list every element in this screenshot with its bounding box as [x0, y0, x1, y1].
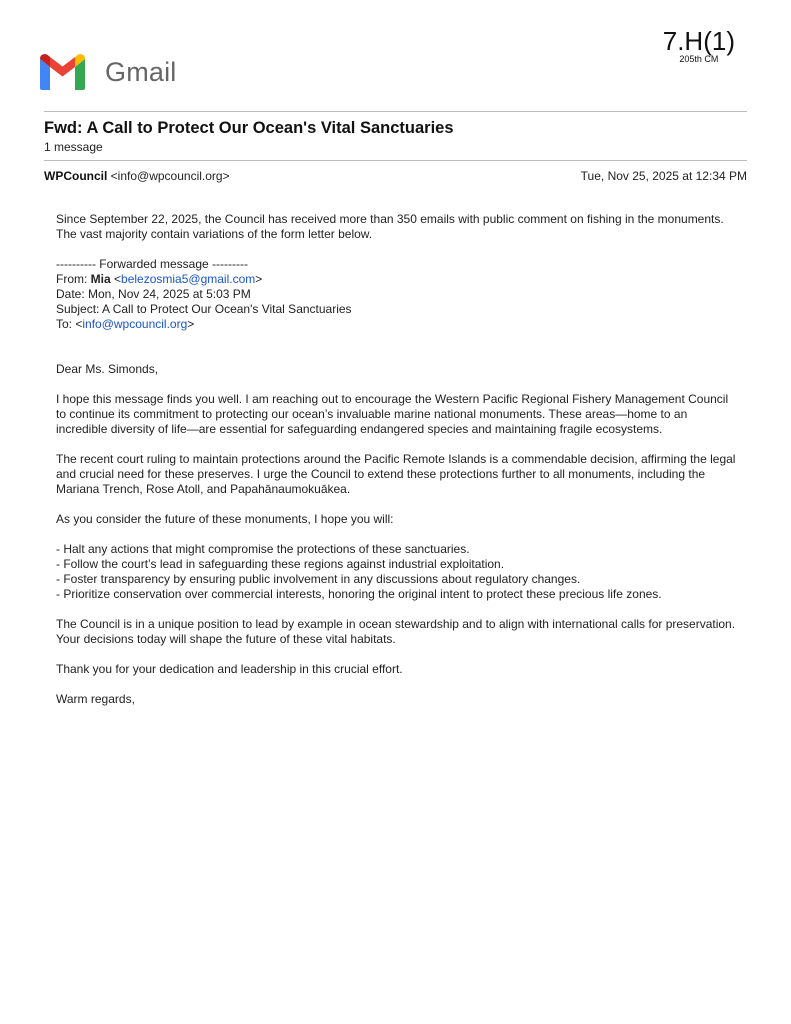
- forwarded-subject: Subject: A Call to Protect Our Ocean's Vital Sanctuaries: [56, 302, 352, 316]
- subject-divider: [44, 160, 747, 161]
- sender-name: WPCouncil: [44, 169, 108, 183]
- forwarded-to-email-link[interactable]: info@wpcouncil.org: [82, 317, 188, 331]
- closing-paragraph: The Council is in a unique position to lead by example in ocean stewardship and to align with international calls for preservation. Your decisions today will shape the future of these vital habitats.: [56, 617, 736, 646]
- list-item: - Foster transparency by ensuring public involvement in any discussions about regulatory changes.: [56, 572, 581, 586]
- list-item: - Follow the court’s lead in safeguarding these regions against industrial exploitation.: [56, 557, 505, 571]
- page-label-sub: 205th CM: [679, 54, 719, 64]
- gmail-envelope-icon: [40, 54, 85, 90]
- thread-subject: Fwd: A Call to Protect Our Ocean's Vital Sanctuaries: [44, 119, 454, 137]
- message-date: Tue, Nov 25, 2025 at 12:34 PM: [580, 169, 747, 183]
- body-paragraph: As you consider the future of these monuments, I hope you will:: [56, 512, 394, 526]
- list-item: - Halt any actions that might compromise the protections of these sanctuaries.: [56, 542, 470, 556]
- gmail-wordmark: Gmail: [105, 56, 177, 87]
- message-body: [56, 212, 736, 722]
- page-label-main: 7.H(1): [662, 26, 735, 56]
- forwarded-from-email-link[interactable]: belezosmia5@gmail.com: [121, 272, 256, 286]
- forwarded-header: [56, 257, 736, 332]
- page-label: [663, 28, 735, 64]
- body-paragraph: The recent court ruling to maintain protections around the Pacific Remote Islands is a commendable decision, affirming the legal and crucial need for these preserves. I urge the Council to extend these protections further to all monuments, including the Mariana Trench, Rose Atoll, and Papahānaumokuākea.: [56, 452, 736, 496]
- gmail-logo: [40, 54, 177, 90]
- forwarded-from-name: Mia: [90, 272, 111, 286]
- sender-email: <info@wpcouncil.org>: [110, 169, 230, 183]
- body-paragraph: I hope this message finds you well. I am reaching out to encourage the Western Pacific Regional Fishery Management Council to continue its commitment to protecting our ocean’s invaluable marine national monuments. These areas—home to an incredible diversity of life—are essential for safeguarding endangered species and maintaining fragile ecosystems.: [56, 392, 729, 436]
- list-item: - Prioritize conservation over commercial interests, honoring the original intent to protect these precious life zones.: [56, 587, 662, 601]
- sender: [44, 169, 230, 183]
- forwarded-from: From: Mia <belezosmia5@gmail.com>: [56, 272, 263, 286]
- greeting: Dear Ms. Simonds,: [56, 362, 159, 376]
- forwarded-date: Date: Mon, Nov 24, 2025 at 5:03 PM: [56, 287, 251, 301]
- message-count: 1 message: [44, 140, 103, 154]
- forwarded-to: To: <info@wpcouncil.org>: [56, 317, 195, 331]
- forwarded-divider: ---------- Forwarded message ---------: [56, 257, 248, 271]
- request-list: [56, 542, 736, 602]
- header-divider: [44, 111, 747, 112]
- signoff: Warm regards,: [56, 692, 135, 706]
- intro-paragraph: Since September 22, 2025, the Council has received more than 350 emails with public comment on fishing in the monuments. The vast majority contain variations of the form letter below.: [56, 212, 724, 241]
- closing-paragraph: Thank you for your dedication and leadership in this crucial effort.: [56, 662, 403, 676]
